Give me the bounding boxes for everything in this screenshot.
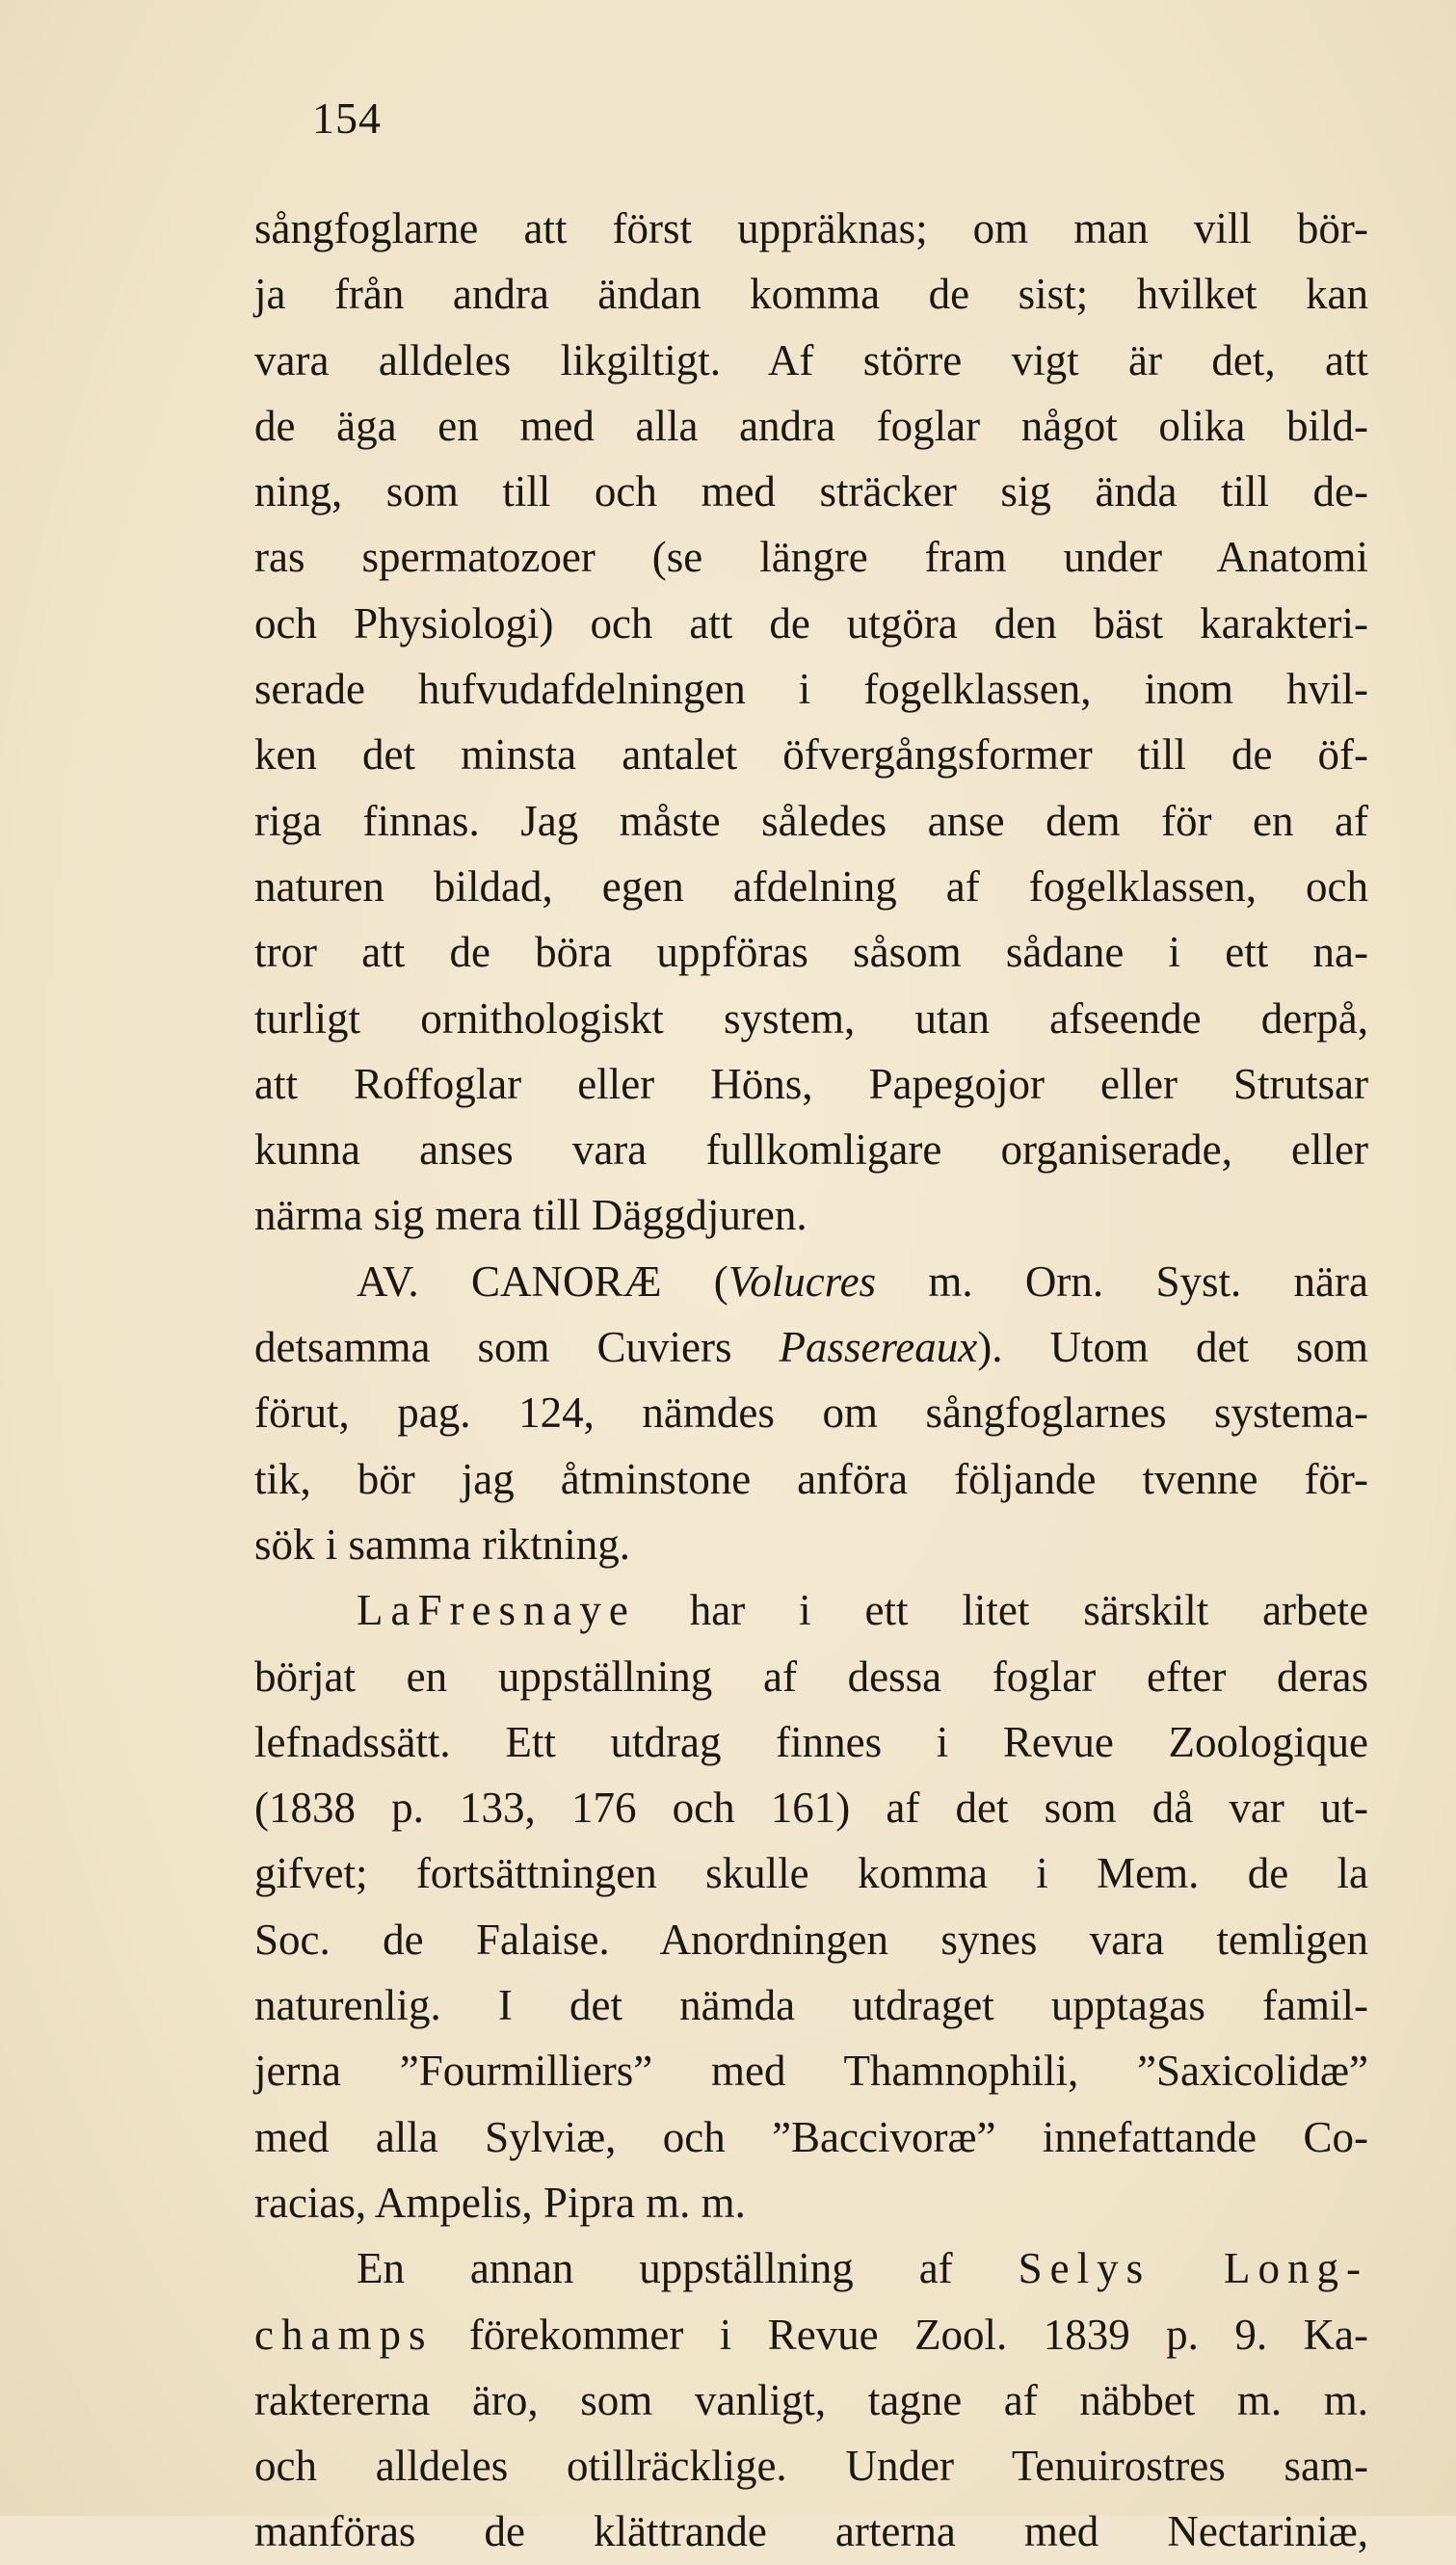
- text-segment: gifvet; fortsättningen skulle komma i Mem. de la: [254, 1849, 1368, 1898]
- text-line: [254, 1446, 1368, 1512]
- text-line: [254, 656, 1368, 722]
- text-segment: ken det minsta antalet öfvergångsformer till de öf-: [254, 730, 1368, 780]
- text-line: [254, 2235, 1368, 2301]
- text-line: [254, 2367, 1368, 2433]
- text-segment: tror att de böra uppföras såsom sådane i ett na-: [254, 928, 1368, 977]
- text-line: [254, 2499, 1368, 2564]
- text-line: [254, 328, 1368, 393]
- text-line: [254, 1840, 1368, 1906]
- text-segment: vara alldeles likgiltigt. Af större vigt är det, att: [254, 335, 1368, 384]
- text-segment: närma sig mera till Däggdjuren.: [254, 1191, 807, 1240]
- text-segment: naturen bildad, egen afdelning af fogelklassen, och: [254, 861, 1368, 911]
- text-line: [254, 1644, 1368, 1709]
- text-segment: sök i samma riktning.: [254, 1520, 630, 1569]
- text-segment: En annan uppställning af: [357, 2244, 1019, 2293]
- text-segment: detsamma som Cuviers: [254, 1323, 780, 1372]
- text-segment: naturenlig. I det nämda utdraget upptagas famil-: [254, 1981, 1368, 2030]
- text-line: [254, 2104, 1368, 2170]
- text-line: [254, 1577, 1368, 1643]
- text-segment: (1838 p. 133, 176 och 161) af det som då var ut-: [254, 1784, 1368, 1833]
- text-line: [254, 393, 1368, 459]
- text-line: [254, 1314, 1368, 1380]
- text-segment: förekommer i Revue Zool. 1839 p. 9. Ka-: [433, 2310, 1368, 2359]
- italic-text: Volucres: [728, 1256, 877, 1306]
- text-line: [254, 261, 1368, 327]
- text-line: [254, 1907, 1368, 1972]
- text-segment: ja från andra ändan komma de sist; hvilket kan: [254, 270, 1368, 319]
- text-line: [254, 1380, 1368, 1445]
- text-segment: Soc. de Falaise. Anordningen synes vara temligen: [254, 1915, 1368, 1964]
- text-segment: lefnadssätt. Ett utdrag finnes i Revue Zoologique: [254, 1717, 1368, 1766]
- text-segment: ras spermatozoer (se längre fram under Anatomi: [254, 533, 1368, 582]
- text-segment: jerna ”Fourmilliers” med Thamnophili, ”Saxicolidæ”: [254, 2047, 1368, 2096]
- text-line: [254, 919, 1368, 985]
- text-segment: kunna anses vara fullkomligare organiserade, eller: [254, 1125, 1368, 1175]
- text-segment: serade hufvudafdelningen i fogelklassen, inom hvil-: [254, 665, 1368, 714]
- text-segment: och alldeles otillräcklige. Under Tenuirostres sam-: [254, 2442, 1368, 2491]
- text-line: [254, 196, 1368, 261]
- text-line: [254, 1775, 1368, 1840]
- text-line: [254, 1512, 1368, 1577]
- text-segment: de äga en med alla andra foglar något olika bild-: [254, 401, 1368, 450]
- text-line: [254, 986, 1368, 1051]
- page-number: 154: [312, 93, 382, 143]
- text-line: [254, 722, 1368, 787]
- text-segment: börjat en uppställning af dessa foglar efter deras: [254, 1652, 1368, 1701]
- text-line: [254, 2302, 1368, 2367]
- text-line: [254, 459, 1368, 524]
- text-segment: ning, som till och med sträcker sig ända till de-: [254, 467, 1368, 516]
- italic-text: Passereaux: [779, 1323, 978, 1372]
- text-line: [254, 854, 1368, 919]
- text-segment: turligt ornithologiskt system, utan afseende derpå,: [254, 993, 1368, 1043]
- text-segment: AV. CANORÆ (: [357, 1256, 728, 1306]
- text-line: [254, 788, 1368, 854]
- text-line: [254, 2170, 1368, 2235]
- text-segment: raktererna äro, som vanligt, tagne af näbbet m. m.: [254, 2375, 1368, 2424]
- text-line: [254, 2038, 1368, 2103]
- text-segment: och Physiologi) och att de utgöra den bäst karakteri-: [254, 598, 1368, 648]
- text-segment: riga finnas. Jag måste således anse dem för en af: [254, 796, 1368, 845]
- text-line: [254, 1117, 1368, 1182]
- text-line: [254, 1051, 1368, 1117]
- body-text: [254, 196, 1368, 2565]
- text-segment: har i ett litet särskilt arbete: [635, 1586, 1368, 1635]
- spaced-name-text: Selys Long-: [1018, 2244, 1368, 2293]
- text-line: [254, 2433, 1368, 2499]
- text-segment: sångfoglarne att först uppräknas; om man vill bör-: [254, 204, 1368, 252]
- text-line: [254, 1972, 1368, 2038]
- text-line: [254, 524, 1368, 590]
- text-segment: förut, pag. 124, nämdes om sångfoglarnes systema-: [254, 1388, 1368, 1438]
- text-segment: att Roffoglar eller Höns, Papegojor eller Strutsar: [254, 1059, 1368, 1108]
- text-segment: ). Utom det som: [977, 1323, 1368, 1372]
- text-segment: med alla Sylviæ, och ”Baccivoræ” innefattande Co-: [254, 2112, 1368, 2161]
- spaced-name-text: champs: [254, 2310, 434, 2359]
- text-segment: manföras de klättrande arterna med Nectariniæ,: [254, 2507, 1368, 2556]
- text-segment: m. Orn. Syst. nära: [876, 1256, 1368, 1306]
- text-line: [254, 591, 1368, 656]
- text-segment: tik, bör jag åtminstone anföra följande tvenne för-: [254, 1454, 1368, 1503]
- text-segment: racias, Ampelis, Pipra m. m.: [254, 2178, 746, 2227]
- text-line: [254, 1182, 1368, 1248]
- text-line: [254, 1249, 1368, 1314]
- spaced-name-text: LaFresnaye: [357, 1586, 636, 1635]
- text-line: [254, 1709, 1368, 1775]
